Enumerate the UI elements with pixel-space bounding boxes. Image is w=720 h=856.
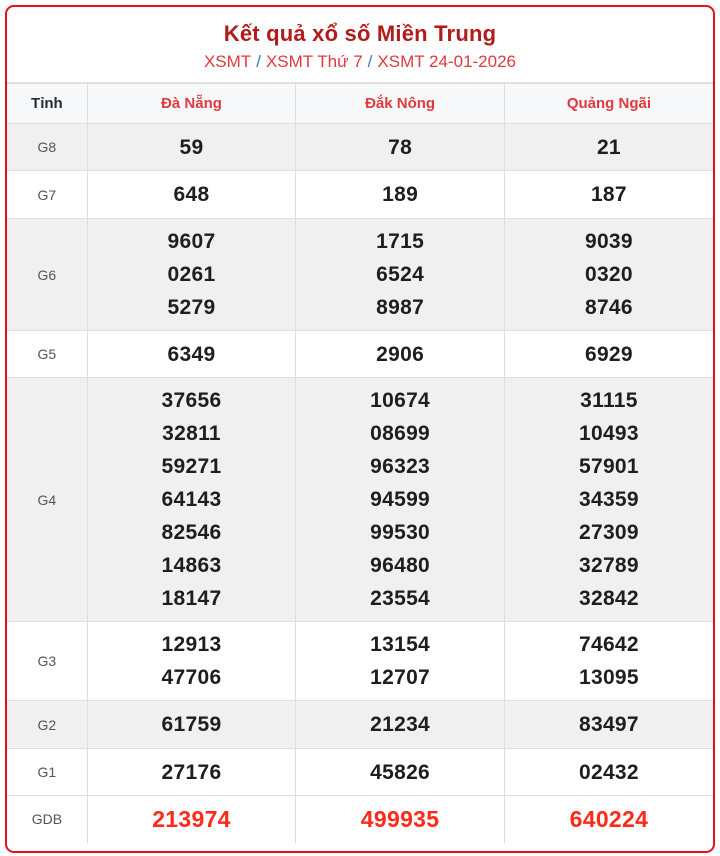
result-number: 189 — [382, 183, 419, 206]
results-card — [5, 5, 715, 853]
breadcrumb — [7, 49, 713, 75]
result-cell-dak-nong — [296, 701, 505, 749]
result-cell-quang-ngai — [504, 124, 713, 171]
result-number: 12913 — [161, 633, 222, 656]
column-header-dak-nong[interactable]: Đắk Nông — [296, 84, 505, 124]
result-number: 9607 — [167, 230, 216, 253]
table-row-g4 — [7, 378, 713, 622]
result-number: 78 — [388, 135, 413, 159]
table-row-g5 — [7, 331, 713, 378]
result-cell-da-nang — [87, 219, 296, 331]
result-cell-dak-nong — [296, 124, 505, 171]
result-number: 34359 — [578, 488, 639, 511]
breadcrumb-separator: / — [367, 52, 373, 71]
table-row-g8 — [7, 124, 713, 171]
result-number: 1715 — [376, 230, 425, 253]
breadcrumb-xsmt[interactable]: XSMT — [203, 52, 252, 71]
result-number: 45826 — [370, 760, 431, 784]
result-number: 32842 — [578, 587, 639, 610]
table-row-g7 — [7, 171, 713, 219]
result-number: 0320 — [584, 263, 633, 286]
result-number: 83497 — [578, 713, 639, 736]
result-number: 27176 — [161, 760, 222, 784]
result-cell-dak-nong — [296, 749, 505, 796]
result-cell-dak-nong — [296, 622, 505, 701]
result-cell-da-nang — [87, 378, 296, 622]
breadcrumb-xsmt-date[interactable]: XSMT 24-01-2026 — [377, 52, 517, 71]
result-number: 14863 — [161, 554, 222, 577]
table-row-special-prize — [7, 796, 713, 843]
result-cell-quang-ngai — [504, 622, 713, 701]
result-number: 21234 — [370, 713, 431, 736]
result-cell-da-nang — [87, 796, 296, 843]
result-number: 12707 — [370, 666, 431, 689]
result-cell-da-nang — [87, 701, 296, 749]
result-cell-quang-ngai — [504, 749, 713, 796]
results-body — [7, 124, 713, 843]
result-cell-quang-ngai — [504, 378, 713, 622]
result-number: 2906 — [376, 342, 425, 366]
page-title: Kết quả xổ số Miền Trung — [223, 21, 497, 46]
result-cell-quang-ngai — [504, 331, 713, 378]
result-cell-quang-ngai — [504, 219, 713, 331]
result-number: 13154 — [370, 633, 431, 656]
table-row-g3 — [7, 622, 713, 701]
result-number: 31115 — [580, 389, 638, 412]
result-cell-quang-ngai — [504, 171, 713, 219]
column-header-da-nang[interactable]: Đà Nẵng — [87, 84, 296, 124]
result-cell-da-nang — [87, 124, 296, 171]
result-number: 64143 — [161, 488, 222, 511]
prize-label: G4 — [7, 378, 87, 622]
result-number: 6524 — [376, 263, 425, 286]
result-cell-da-nang — [87, 622, 296, 701]
result-number: 6929 — [584, 342, 633, 366]
result-number: 18147 — [161, 587, 222, 610]
prize-label: G7 — [7, 171, 87, 219]
result-number: 99530 — [370, 521, 431, 544]
result-number: 27309 — [578, 521, 639, 544]
result-cell-da-nang — [87, 171, 296, 219]
special-prize-number: 640224 — [569, 805, 649, 832]
result-cell-dak-nong — [296, 171, 505, 219]
result-cell-quang-ngai — [504, 701, 713, 749]
result-number: 96480 — [370, 554, 431, 577]
result-number: 57901 — [578, 455, 639, 478]
column-header-province-label: Tỉnh — [7, 84, 87, 124]
table-row-g2 — [7, 701, 713, 749]
special-prize-number: 213974 — [152, 805, 231, 832]
table-header-row — [7, 84, 713, 124]
prize-label: G3 — [7, 622, 87, 701]
result-number: 32789 — [578, 554, 639, 577]
results-table — [7, 83, 713, 843]
result-number: 21 — [596, 135, 621, 159]
result-cell-dak-nong — [296, 378, 505, 622]
result-number: 47706 — [161, 666, 222, 689]
result-number: 82546 — [161, 521, 222, 544]
result-cell-dak-nong — [296, 796, 505, 843]
result-number: 59 — [179, 135, 204, 159]
special-prize-number: 499935 — [360, 805, 440, 832]
table-row-g1 — [7, 749, 713, 796]
column-header-quang-ngai[interactable]: Quảng Ngãi — [504, 84, 713, 124]
results-header — [7, 7, 713, 83]
result-number: 59271 — [161, 455, 222, 478]
result-cell-quang-ngai — [504, 796, 713, 843]
result-number: 10493 — [578, 422, 639, 445]
result-number: 32811 — [162, 422, 221, 445]
prize-label: GDB — [7, 796, 87, 843]
prize-label: G6 — [7, 219, 87, 331]
result-cell-dak-nong — [296, 219, 505, 331]
result-number: 23554 — [370, 587, 431, 610]
breadcrumb-xsmt-thu-7[interactable]: XSMT Thứ 7 — [265, 52, 363, 71]
result-number: 61759 — [161, 713, 222, 736]
result-number: 37656 — [161, 389, 222, 412]
result-number: 96323 — [370, 455, 431, 478]
breadcrumb-separator: / — [256, 52, 261, 71]
result-number: 8746 — [584, 296, 633, 319]
result-cell-dak-nong — [296, 331, 505, 378]
result-number: 10674 — [370, 389, 431, 412]
result-number: 02432 — [578, 760, 639, 784]
prize-label: G1 — [7, 749, 87, 796]
table-row-g6 — [7, 219, 713, 331]
result-number: 5279 — [167, 296, 216, 319]
result-number: 6349 — [167, 342, 216, 366]
result-number: 13095 — [578, 666, 639, 689]
result-number: 187 — [590, 183, 627, 206]
result-number: 08699 — [370, 422, 431, 445]
prize-label: G8 — [7, 124, 87, 171]
result-cell-da-nang — [87, 331, 296, 378]
prize-label: G5 — [7, 331, 87, 378]
prize-label: G2 — [7, 701, 87, 749]
result-number: 94599 — [370, 488, 431, 511]
result-number: 648 — [173, 183, 210, 206]
result-cell-da-nang — [87, 749, 296, 796]
result-number: 8987 — [376, 296, 425, 319]
result-number: 9039 — [584, 230, 633, 253]
result-number: 0261 — [167, 263, 216, 286]
result-number: 74642 — [578, 633, 639, 656]
